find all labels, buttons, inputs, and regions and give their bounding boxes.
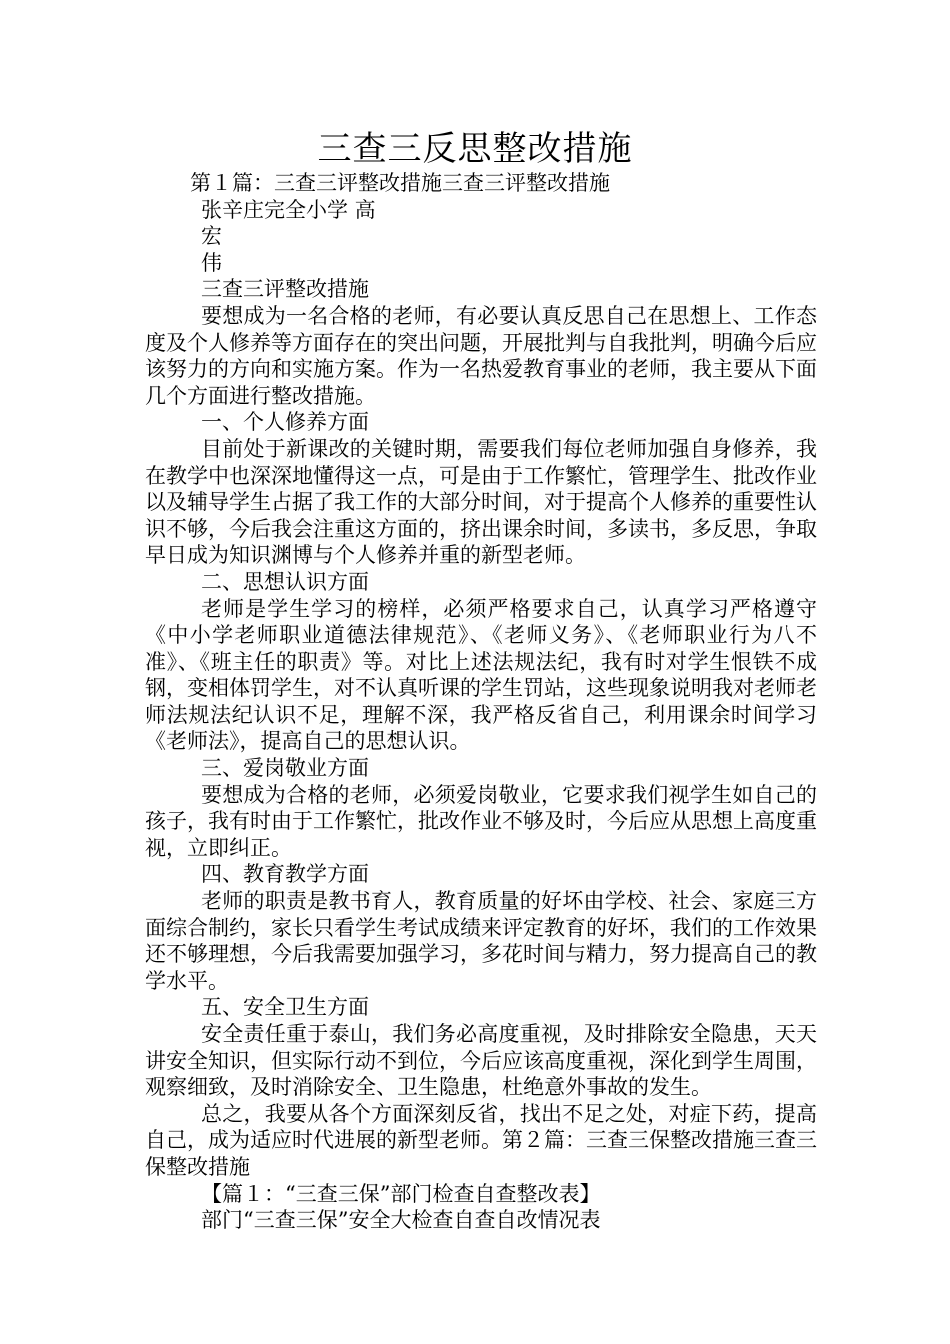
conclusion-paragraph: 总之，我要从各个方面深刻反省，找出不足之处，对症下药，提高自己，成为适应时代进展的新型老师。第２篇：三查三保整改措施三查三保整改措施 [145, 1101, 817, 1179]
document-title: 三查三反思整改措施 [317, 129, 633, 169]
section-heading-2: 二、思想认识方面 [201, 569, 369, 594]
section-heading-3: 三、爱岗敬业方面 [201, 756, 369, 781]
tail-heading: 【篇１：“三查三保”部门检查自查整改表】 [201, 1181, 601, 1206]
section-heading-1: 一、个人修养方面 [201, 410, 369, 435]
tail-line: 部门“三查三保”安全大检查自查自改情况表 [201, 1208, 601, 1233]
section-heading-5: 五、安全卫生方面 [201, 995, 369, 1020]
section-paragraph-2: 老师是学生学习的榜样，必须严格要求自己，认真学习严格遵守《中小学老师职业道德法律规范》、《老师义务》、《老师职业行为八不准》、《班主任的职责》等。对比上述法规法纪，我有时对学生恨铁不成钢，变相体罚学生，对不认真听课的学生罚站，这些现象说明我对老师老师法规法纪认识不足，理解不深，我严格反省自己，利用课余时间学习《老师法》，提高自己的思想认识。 [145, 596, 817, 754]
section-paragraph-5: 安全责任重于泰山，我们务必高度重视，及时排除安全隐患，天天讲安全知识，但实际行动不到位，今后应该高度重视，深化到学生周围，观察细致，及时消除安全、卫生隐患，杜绝意外事故的发生。 [145, 1022, 817, 1100]
intro-paragraph: 要想成为一名合格的老师，有必要认真反思自己在思想上、工作态度及个人修养等方面存在的突出问题，开展批判与自我批判，明确今后应该努力的方向和实施方案。作为一名热爱教育事业的老师，我主要从下面几个方面进行整改措施。 [145, 303, 817, 408]
author-line-2: 宏 [201, 224, 222, 249]
author-line-3: 伟 [201, 250, 222, 275]
document-body [145, 170, 817, 1234]
section-heading-4: 四、教育教学方面 [201, 862, 369, 887]
main-heading: 三查三评整改措施 [201, 277, 369, 302]
subtitle: 第１篇：三查三评整改措施三查三评整改措施 [190, 171, 610, 195]
section-paragraph-3: 要想成为合格的老师，必须爱岗敬业，它要求我们视学生如自己的孩子，我有时由于工作繁忙，批改作业不够及时，今后应从思想上高度重视，立即纠正。 [145, 782, 817, 860]
author-line-1: 张辛庄完全小学 高 [201, 197, 376, 222]
section-paragraph-1: 目前处于新课改的关键时期，需要我们每位老师加强自身修养，我在教学中也深深地懂得这一点，可是由于工作繁忙，管理学生、批改作业以及辅导学生占据了我工作的大部分时间，对于提高个人修养的重要性认识不够，今后我会注重这方面的，挤出课余时间，多读书，多反思，争取早日成为知识渊博与个人修养并重的新型老师。 [145, 436, 817, 568]
section-paragraph-4: 老师的职责是教书育人，教育质量的好坏由学校、社会、家庭三方面综合制约，家长只看学生考试成绩来评定教育的好坏，我们的工作效果还不够理想，今后我需要加强学习，多花时间与精力，努力提高自己的教学水平。 [145, 889, 817, 993]
